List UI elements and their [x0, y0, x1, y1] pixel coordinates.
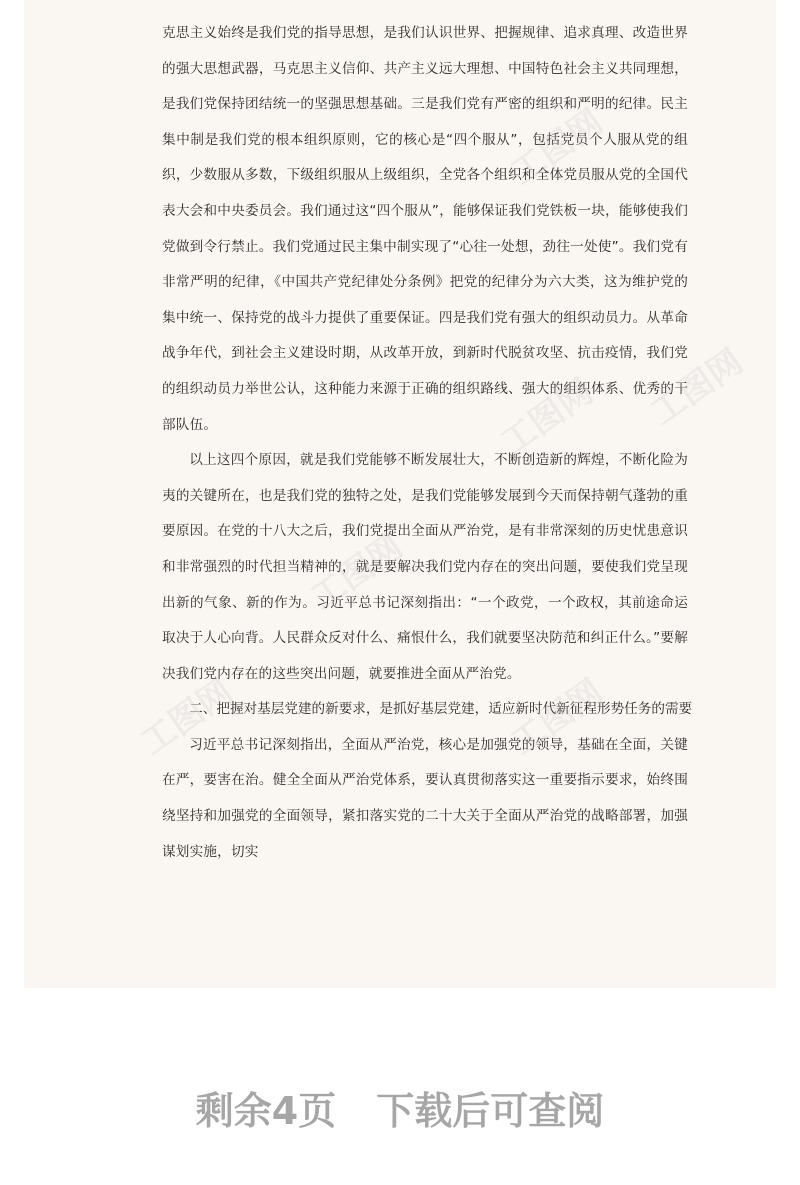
remaining-pages-label: 剩余4页	[195, 1089, 337, 1133]
watermark-logo: 工图网	[503, 101, 611, 194]
watermark-logo: 工图网	[503, 671, 611, 764]
paragraph: 克思主义始终是我们党的指导思想，是我们认识世界、把握规律、追求真理、改造世界的强大思想武器，马克思主义信仰、共产主义远大理想、中国特色社会主义共同理想，是我们党保持团结统一的坚强思想基础。三是我们党有严密的组织和严明的纪律。民主集中制是我们党的根本组织原则，它的核心是“四个服从”，包括党员个人服从党的组织，少数服从多数，下级组织服从上级组织，全党各个组织和全体党员服从党的全国代表大会和中央委员会。我们通过这“四个服从”，能够保证我们党铁板一块，能够使我们党做到令行禁止。我们党通过民主集中制实现了“心往一处想，劲往一处使”。我们党有非常严明的纪律，《中国共产党纪律处分条例》把党的纪律分为六大类，这为维护党的集中统一、保持党的战斗力提供了重要保证。四是我们党有强大的组织动员力。从革命战争年代，到社会主义建设时期，从改革开放，到新时代脱贫攻坚、抗击疫情，我们党的组织动员力举世公认，这种能力来源于正确的组织路线、强大的组织体系、优秀的干部队伍。	[162, 25, 688, 433]
paragraph: 以上这四个原因，就是我们党能够不断发展壮大，不断创造新的辉煌，不断化险为夷的关键所在，也是我们党的独特之处，是我们党能够发展到今天而保持朝气蓬勃的重要原因。在党的十八大之后，我们党提出全面从严治党，是有非常深刻的历史忧患意识和非常强烈的时代担当精神的，就是要解决我们党内存在的突出问题，要使我们党呈现出新的气象、新的作为。习近平总书记深刻指出：“一个政党，一个政权，其前途命运取决于人心向背。人民群众反对什么、痛恨什么，我们就要坚决防范和纠正什么。”要解决我们党内存在的这些突出问题，就要推进全面从严治党。	[162, 452, 688, 682]
document-body	[162, 16, 693, 870]
paragraph: 习近平总书记深刻指出，全面从严治党，核心是加强党的领导，基础在全面，关键在严，要害在治。健全全面从严治党体系，要认真贯彻落实这一重要指示要求，始终围绕坚持和加强党的全面领导，紧扣落实党的二十大关于全面从严治党的战略部署，加强谋划实施，切实	[162, 736, 688, 860]
document-page	[24, 0, 776, 988]
section-heading: 二、把握对基层党建的新要求，是抓好基层党建，适应新时代新征程形势任务的需要	[189, 701, 693, 718]
watermark-logo: 工图网	[493, 371, 601, 464]
download-hint-label: 下载后可查阅	[376, 1089, 605, 1133]
watermark-logo: 工图网	[133, 671, 241, 764]
watermark-logo: 工图网	[303, 526, 411, 619]
watermark-logo: 工图网	[643, 341, 751, 434]
download-prompt-banner[interactable]	[0, 1080, 800, 1135]
